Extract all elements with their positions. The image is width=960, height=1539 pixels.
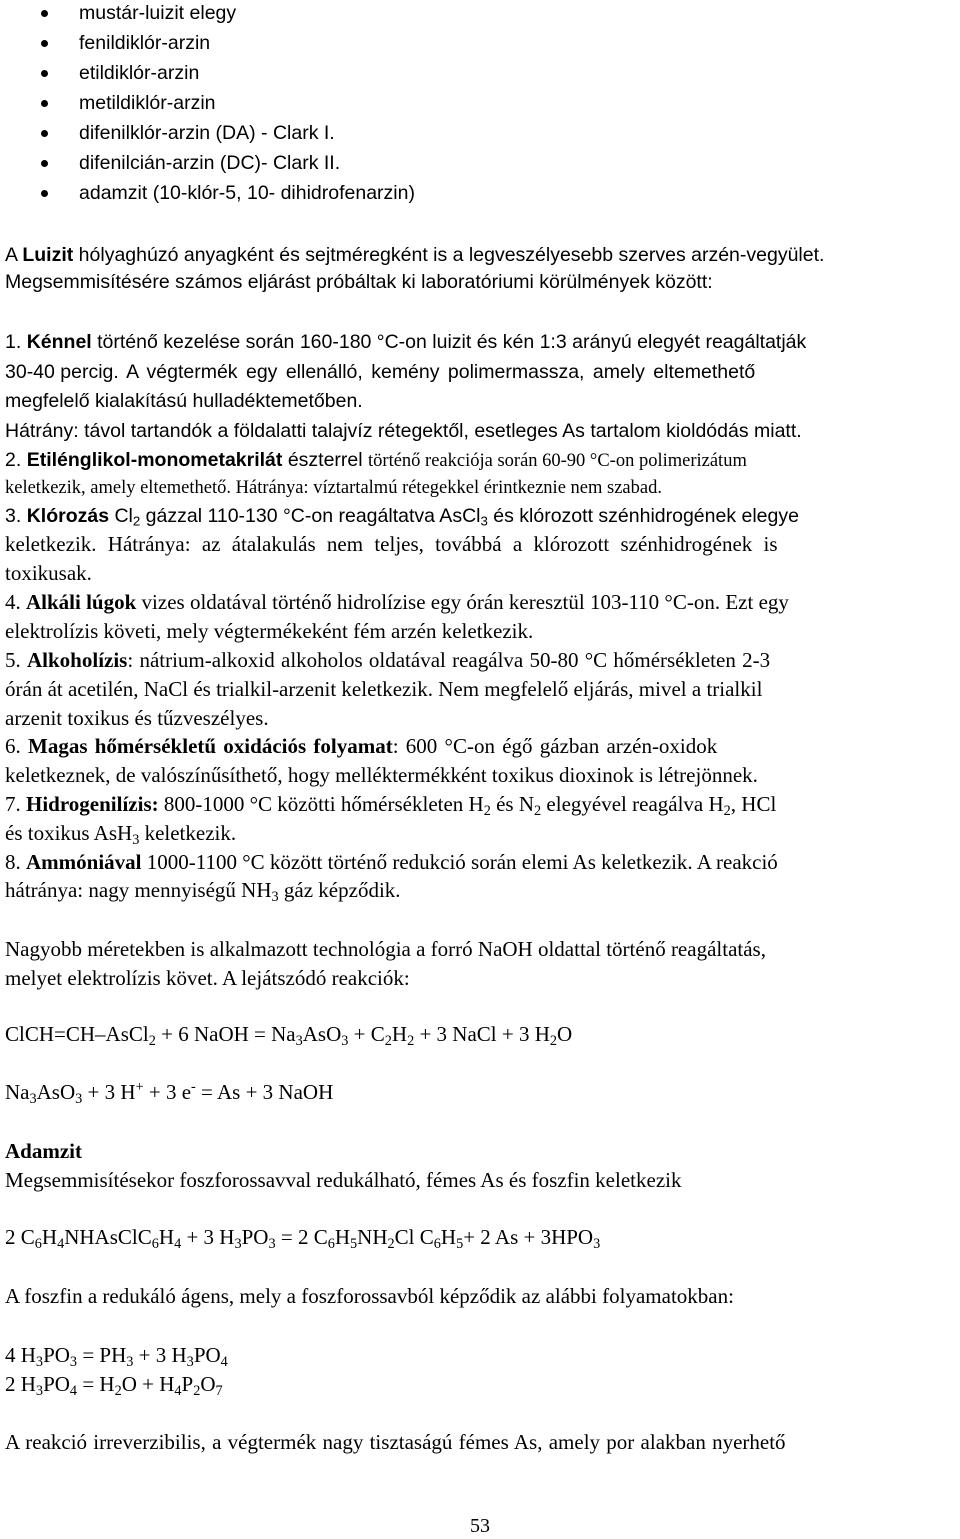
- method-2-line-1: [5, 447, 747, 474]
- method-text: Cl: [109, 505, 133, 527]
- method-7-line-2: [5, 820, 236, 846]
- equation-term: AsO: [36, 1080, 76, 1104]
- method-6-line-1: [5, 733, 717, 759]
- equation-term: = H: [77, 1372, 115, 1396]
- method-1-line-1: [5, 329, 806, 355]
- equation-term: H: [334, 1225, 351, 1249]
- subscript: 2: [148, 1032, 156, 1049]
- method-number: 3.: [5, 505, 27, 527]
- bullet-icon: [41, 130, 48, 137]
- subscript: 5: [456, 1235, 464, 1252]
- method-text: történő reakciója során 60-90 °C-on polimerizátum: [368, 451, 747, 471]
- equation-term: NH: [357, 1225, 388, 1249]
- bullet-icon: [41, 100, 48, 107]
- method-number: 8.: [5, 850, 26, 874]
- method-text: gázzal 110-130 °C-on reagáltatva AsCl: [140, 505, 481, 527]
- equation-term: PO: [43, 1372, 70, 1396]
- subscript: 3: [234, 1235, 242, 1252]
- intro-line-2: Megsemmisítésére számos eljárást próbáltak ki laboratóriumi körülmények között:: [5, 271, 713, 293]
- bullet-icon: [41, 10, 48, 17]
- method-1-line-4: Hátrány: távol tartandók a földalatti talajvíz rétegektől, esetleges As tartalom kioldódás miatt.: [5, 420, 802, 442]
- method-number: 5.: [5, 648, 27, 672]
- method-7-line-1: [5, 791, 776, 817]
- method-3-line-3: toxikusak.: [5, 561, 92, 585]
- subscript: 3: [35, 1353, 44, 1370]
- equation-term: O: [557, 1022, 573, 1046]
- list-item: mustár-luizit elegy: [79, 2, 237, 24]
- list-item: metildiklór-arzin: [79, 92, 216, 114]
- subscript: 2: [723, 802, 731, 819]
- subscript: 3: [271, 888, 279, 905]
- subscript: 4: [69, 1382, 78, 1399]
- method-title: Klórozás: [26, 505, 110, 527]
- equation-term: 2 C: [5, 1225, 35, 1249]
- method-number: 4.: [5, 590, 26, 614]
- method-title: Magas hőmérsékletű oxidációs folyamat: [28, 734, 393, 758]
- subscript: 7: [215, 1382, 223, 1399]
- method-text: és N: [490, 792, 535, 816]
- superscript: +: [135, 1079, 144, 1096]
- subscript: 6: [34, 1235, 42, 1252]
- method-text: észterrel: [282, 449, 369, 471]
- equation-term: + 3 e: [143, 1080, 192, 1104]
- equation-term: PO: [193, 1343, 221, 1367]
- method-text: és toxikus AsH: [5, 821, 133, 845]
- list-item: difenilcián-arzin (DC)- Clark II.: [79, 152, 341, 174]
- method-text: elegyével reagálva H: [541, 792, 724, 816]
- final-sentence: A reakció irreverzibilis, a végtermék nagy tisztaságú fémes As, amely por alakban nyerhető: [5, 1430, 786, 1454]
- equation-term: 4 H: [5, 1343, 36, 1367]
- equation-term: NHAsClC: [64, 1225, 152, 1249]
- equation-term: H: [41, 1225, 58, 1249]
- method-text: keletkezik.: [139, 821, 237, 845]
- phosphine-text: A foszfin a redukáló ágens, mely a foszforossavból képződik az alábbi folyamatokban:: [5, 1284, 734, 1308]
- equation-1: [5, 1021, 572, 1047]
- intro-text: A: [5, 244, 23, 266]
- equation-term: P: [181, 1372, 194, 1396]
- equation-term: + 2 As + 3HPO: [463, 1225, 594, 1249]
- method-title: Kénnel: [26, 331, 92, 353]
- method-number: 6.: [5, 734, 28, 758]
- luizit-term: Luizit: [22, 244, 74, 266]
- method-text: A végtermék egy ellenálló, kemény polimermassza, amely eltemethető: [118, 361, 756, 383]
- method-text: vizes oldatával történő hidrolízise egy órán keresztül 103-110 °C-on. Ezt egy: [136, 590, 789, 614]
- method-1-line-2: [5, 359, 755, 385]
- equation-term: 2 H: [5, 1372, 36, 1396]
- bullet-icon: [41, 190, 48, 197]
- method-text: történő kezelése során 160-180 °C-on luizit és kén 1:3 arányú elegyét reagáltatják: [91, 331, 807, 353]
- technology-line-1: Nagyobb méretekben is alkalmazott technológia a forró NaOH oldattal történő reagáltatás,: [5, 937, 766, 961]
- method-5-line-2: órán át acetilén, NaCl és trialkil-arzenit keletkezik. Nem megfelelő eljárás, mivel a trialkil: [5, 677, 763, 701]
- method-6-line-2: keletkeznek, de valószínűsíthető, hogy melléktermékként toxikus dioxinok is létrejönnek.: [5, 763, 758, 787]
- method-title: Etilénglikol-monometakrilát: [26, 449, 283, 471]
- method-title: Ammóniával: [26, 850, 142, 874]
- method-text: hátránya: nagy mennyiségű NH: [5, 878, 272, 902]
- subscript: 3: [480, 513, 488, 529]
- list-item: fenildiklór-arzin: [79, 32, 211, 54]
- subscript: 3: [268, 1235, 276, 1252]
- equation-term: = PH: [77, 1343, 127, 1367]
- bullet-icon: [41, 40, 48, 47]
- intro-text: hólyaghúzó anyagként és sejtméregként is a legveszélyesebb szerves arzén-vegyület.: [73, 244, 825, 266]
- equation-term: O + H: [121, 1372, 175, 1396]
- equation-term: + 3 NaCl + 3 H: [414, 1022, 550, 1046]
- equation-term: AsO: [302, 1022, 342, 1046]
- equation-term: = As + 3 NaOH: [195, 1080, 334, 1104]
- list-item: etildiklór-arzin: [79, 62, 200, 84]
- list-item: difenilklór-arzin (DA) - Clark I.: [79, 122, 335, 144]
- equation-term: H: [158, 1225, 175, 1249]
- equation-term: + 6 NaOH = Na: [155, 1022, 296, 1046]
- method-3-line-2: keletkezik. Hátránya: az átalakulás nem teljes, továbbá a klórozott szénhidrogének is: [5, 532, 778, 556]
- subscript: 2: [549, 1032, 558, 1049]
- subscript: 3: [29, 1090, 37, 1107]
- adamzit-heading: Adamzit: [5, 1139, 82, 1163]
- subscript: 3: [69, 1353, 78, 1370]
- method-title: Alkáli lúgok: [26, 590, 137, 614]
- subscript: 3: [132, 831, 140, 848]
- technology-line-2: melyet elektrolízis követ. A lejátszódó reakciók:: [5, 966, 410, 990]
- subscript: 3: [341, 1032, 349, 1049]
- subscript: 2: [384, 1032, 392, 1049]
- subscript: 3: [295, 1032, 303, 1049]
- subscript: 2: [534, 802, 542, 819]
- list-item: adamzit (10-klór-5, 10- dihidrofenarzin): [79, 182, 415, 204]
- equation-term: + C: [348, 1022, 385, 1046]
- subscript: 4: [174, 1235, 182, 1252]
- equation-term: Na: [5, 1080, 30, 1104]
- method-number: 7.: [5, 792, 26, 816]
- method-text: gáz képződik.: [278, 878, 401, 902]
- method-number: 2.: [5, 449, 27, 471]
- method-4-line-1: [5, 589, 789, 615]
- equation-3: [5, 1224, 600, 1250]
- method-2-line-2: keletkezik, amely eltemethető. Hátránya: víztartalmú rétegekkel érintkeznie nem szabad.: [5, 478, 662, 498]
- method-3-line-1: [5, 503, 799, 529]
- method-title: Alkoholízis: [27, 648, 128, 672]
- subscript: 5: [350, 1235, 358, 1252]
- adamzit-text: Megsemmisítésekor foszforossavval redukálható, fémes As és foszfin keletkezik: [5, 1168, 682, 1192]
- equation-term: PO: [241, 1225, 269, 1249]
- equation-term: ClCH=CH–AsCl: [5, 1022, 149, 1046]
- method-4-line-2: elektrolízis követi, mely végtermékeként fém arzén keletkezik.: [5, 619, 534, 643]
- subscript: 4: [220, 1353, 228, 1370]
- method-text: , HCl: [730, 792, 777, 816]
- subscript: 3: [126, 1353, 134, 1370]
- method-1-line-3: megfelelő kialakítású hulladéktemetőben.: [5, 390, 363, 412]
- equation-term: H: [440, 1225, 457, 1249]
- subscript: 3: [75, 1090, 83, 1107]
- subscript: 6: [433, 1235, 441, 1252]
- method-8-line-1: [5, 849, 778, 875]
- subscript: 2: [193, 1382, 201, 1399]
- subscript: 3: [186, 1353, 194, 1370]
- subscript: 2: [407, 1032, 415, 1049]
- equation-5: [5, 1371, 223, 1397]
- equation-term: + 3 H: [133, 1343, 187, 1367]
- subscript: 4: [57, 1235, 65, 1252]
- method-5-line-1: [5, 647, 770, 673]
- equation-term: H: [391, 1022, 408, 1046]
- equation-4: [5, 1342, 228, 1368]
- equation-term: PO: [43, 1343, 70, 1367]
- method-text: és klórozott szénhidrogének elegye: [487, 505, 799, 527]
- method-text: 1000-1100 °C között történő redukció során elemi As keletkezik. A reakció: [141, 850, 778, 874]
- method-number: 1.: [5, 331, 27, 353]
- method-5-line-3: arzenit toxikus és tűzveszélyes.: [5, 706, 269, 730]
- method-title: Hidrogenilízis:: [26, 792, 159, 816]
- bullet-icon: [41, 70, 48, 77]
- subscript: 6: [327, 1235, 335, 1252]
- subscript: 2: [132, 513, 141, 529]
- page-number: 53: [470, 1515, 490, 1537]
- subscript: 2: [114, 1382, 122, 1399]
- subscript: 2: [387, 1235, 395, 1252]
- subscript: 3: [35, 1382, 44, 1399]
- equation-term: + 3 H: [82, 1080, 136, 1104]
- equation-term: Cl C: [394, 1225, 434, 1249]
- equation-term: + 3 H: [181, 1225, 235, 1249]
- superscript: -: [191, 1079, 196, 1096]
- method-text: : nátrium-alkoxid alkoholos oldatával reagálva 50-80 °C hőmérsékleten 2-3: [127, 648, 771, 672]
- method-text: 800-1000 °C közötti hőmérsékleten H: [158, 792, 484, 816]
- equation-term: O: [200, 1372, 216, 1396]
- subscript: 6: [151, 1235, 159, 1252]
- subscript: 2: [483, 802, 491, 819]
- intro-line-1: [5, 242, 824, 268]
- subscript: 4: [174, 1382, 182, 1399]
- equation-2: [5, 1079, 333, 1105]
- method-text: 30-40 percig.: [5, 361, 119, 383]
- equation-term: = 2 C: [275, 1225, 328, 1249]
- method-text: : 600 °C-on égő gázban arzén-oxidok: [392, 734, 718, 758]
- subscript: 3: [593, 1235, 601, 1252]
- bullet-icon: [41, 160, 48, 167]
- method-8-line-2: [5, 877, 401, 903]
